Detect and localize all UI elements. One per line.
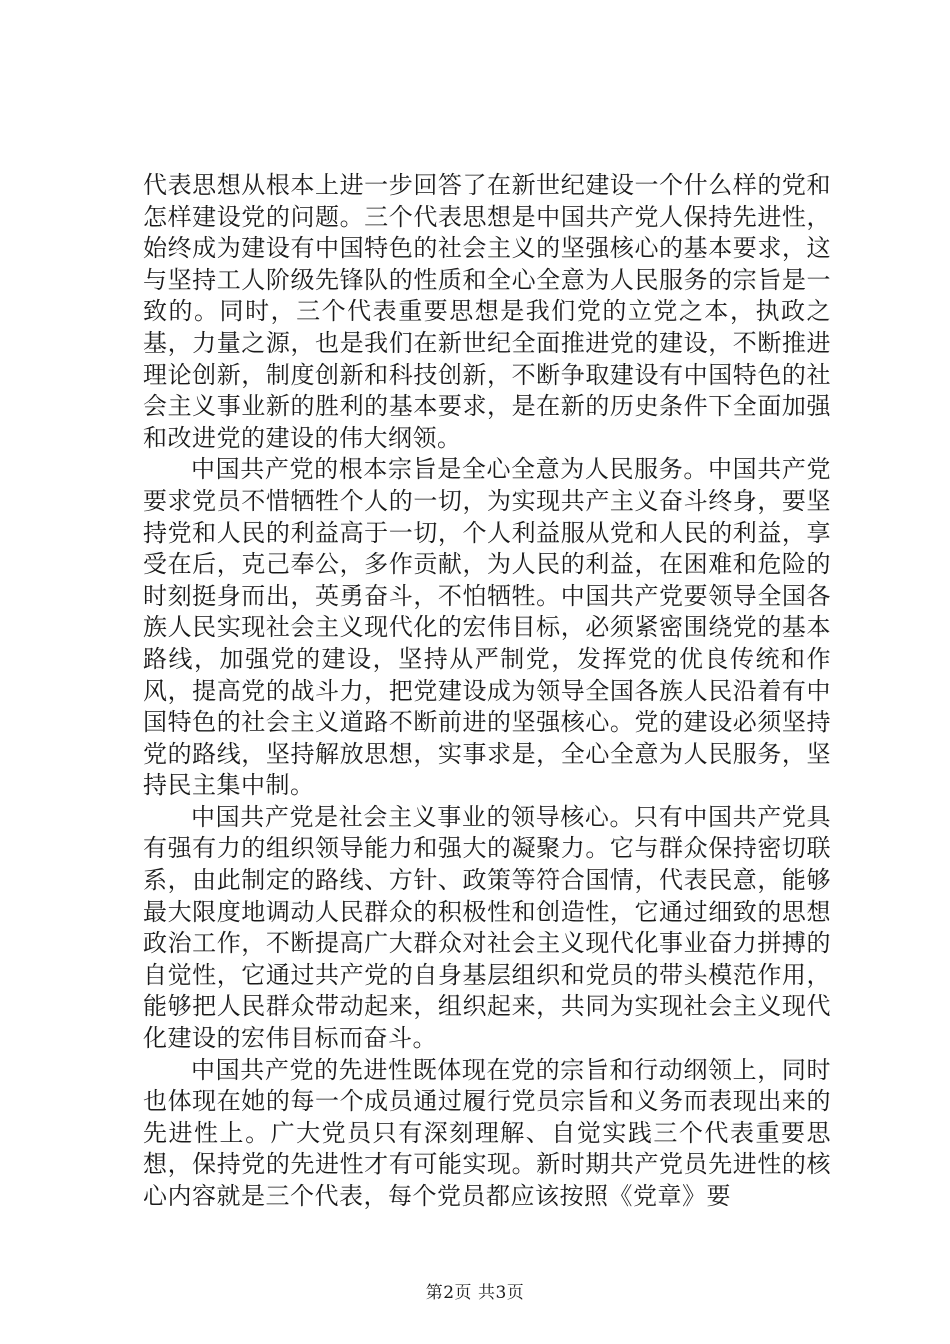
paragraph-continuation: 代表思想从根本上进一步回答了在新世纪建设一个什么样的党和怎样建设党的问题。三个代表思想是中国共产党人保持先进性，始终成为建设有中国特色的社会主义的坚强核心的基本要求，这与坚持工人阶级先锋队的性质和全心全意为人民服务的宗旨是一致的。同时，三个代表重要思想是我们党的立党之本，执政之基，力量之源，也是我们在新世纪全面推进党的建设，不断推进理论创新，制度创新和科技创新，不断争取建设有中国特色的社会主义事业新的胜利的基本要求，是在新的历史条件下全面加强和改进党的建设的伟大纲领。 [143,171,831,452]
paragraph: 中国共产党的先进性既体现在党的宗旨和行动纲领上，同时也体现在她的每一个成员通过履行党员宗旨和义务而表现出来的先进性上。广大党员只有深刻理解、自觉实践三个代表重要思想，保持党的先进性才有可能实现。新时期共产党员先进性的核心内容就是三个代表，每个党员都应该按照《党章》要 [143,1055,831,1210]
page-number-footer: 第2页 共3页 [425,1283,525,1303]
paragraph: 中国共产党的根本宗旨是全心全意为人民服务。中国共产党要求党员不惜牺牲个人的一切，为实现共产主义奋斗终身，要坚持党和人民的利益高于一切，个人利益服从党和人民的利益，享受在后，克己奉公，多作贡献，为人民的利益，在困难和危险的时刻挺身而出，英勇奋斗，不怕牺牲。中国共产党要领导全国各族人民实现社会主义现代化的宏伟目标，必须紧密围绕党的基本路线，加强党的建设，坚持从严制党，发挥党的优良传统和作风，提高党的战斗力，把党建设成为领导全国各族人民沿着有中国特色的社会主义道路不断前进的坚强核心。党的建设必须坚持党的路线，坚持解放思想，实事求是，全心全意为人民服务，坚持民主集中制。 [143,455,831,800]
paragraph: 中国共产党是社会主义事业的领导核心。只有中国共产党具有强有力的组织领导能力和强大的凝聚力。它与群众保持密切联系，由此制定的路线、方针、政策等符合国情，代表民意，能够最大限度地调动人民群众的积极性和创造性，它通过细致的思想政治工作，不断提高广大群众对社会主义现代化事业奋力拼搏的自觉性，它通过共产党的自身基层组织和党员的带头模范作用，能够把人民群众带动起来，组织起来，共同为实现社会主义现代化建设的宏伟目标而奋斗。 [143,802,831,1053]
document-body [143,170,831,1213]
